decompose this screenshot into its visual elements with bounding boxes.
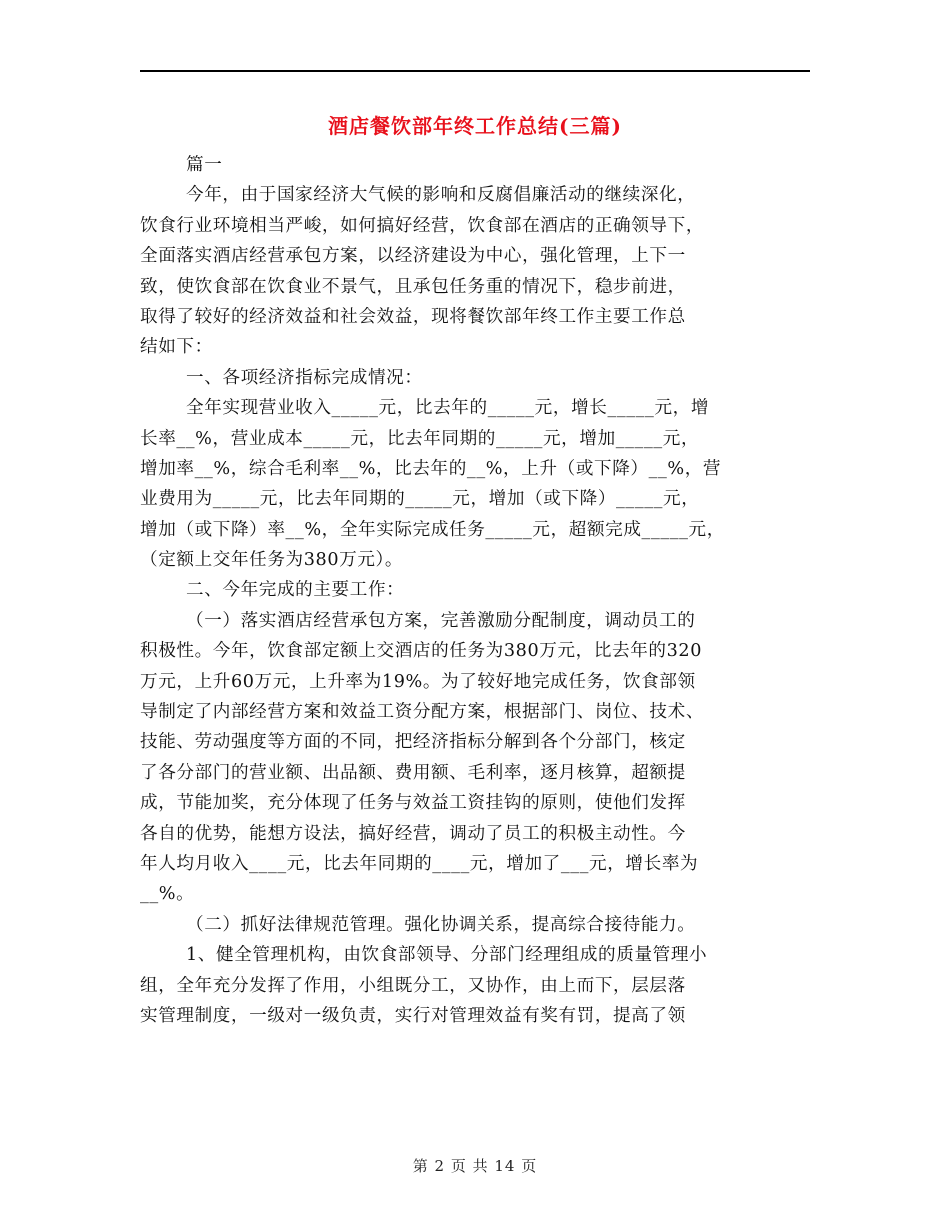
text-line: 二、今年完成的主要工作： xyxy=(186,580,405,601)
text-line: 1、健全管理机构，由饮食部领导、分部门经理组成的质量管理小 xyxy=(186,945,708,966)
text-line: 致，使饮食部在饮食业不景气，且承包任务重的情况下，稳步前进， xyxy=(140,276,686,297)
text-line: 导制定了内部经营方案和效益工资分配方案，根据部门、岗位、技术、 xyxy=(140,702,705,723)
header-rule xyxy=(140,70,810,72)
text-line: 取得了较好的经济效益和社会效益，现将餐饮部年终工作主要工作总 xyxy=(140,306,686,327)
text-line: __%。 xyxy=(140,884,195,905)
text-line: 全年实现营业收入_____元，比去年的_____元，增长_____元，增 xyxy=(186,398,710,419)
text-line: 今年，由于国家经济大气候的影响和反腐倡廉活动的继续深化， xyxy=(186,185,696,206)
text-line: （二）抓好法律规范管理。强化协调关系，提高综合接待能力。 xyxy=(186,914,696,935)
text-line: 一、各项经济指标完成情况： xyxy=(186,367,423,388)
document-body xyxy=(140,150,812,1031)
text-line: 饮食行业环境相当严峻，如何搞好经营，饮食部在酒店的正确领导下， xyxy=(140,215,705,236)
text-line: （定额上交年任务为380万元）。 xyxy=(140,550,404,571)
text-line: 结如下： xyxy=(140,337,213,358)
text-line: 了各分部门的营业额、出品额、费用额、毛利率，逐月核算，超额提 xyxy=(140,762,686,783)
text-line: 长率__%，营业成本_____元，比去年同期的_____元，增加_____元， xyxy=(140,428,700,449)
page-number-footer: 第 2 页 共 14 页 xyxy=(412,1157,538,1175)
text-line: 年人均月收入____元，比去年同期的____元，增加了___元，增长率为 xyxy=(140,853,699,874)
text-line: （一）落实酒店经营承包方案，完善激励分配制度，调动员工的 xyxy=(186,610,696,631)
text-line: 业费用为_____元，比去年同期的_____元，增加（或下降）_____元， xyxy=(140,489,700,510)
text-line: 万元，上升60万元，上升率为19%。为了较好地完成任务，饮食部领 xyxy=(140,671,696,692)
text-line: 技能、劳动强度等方面的不同，把经济指标分解到各个分部门，核定 xyxy=(140,732,686,753)
text-line: 增加（或下降）率__%，全年实际完成任务_____元，超额完成_____元， xyxy=(140,519,725,540)
text-line: 增加率__%，综合毛利率__%，比去年的__%，上升（或下降）__%，营 xyxy=(140,458,722,479)
text-line: 积极性。今年，饮食部定额上交酒店的任务为380万元，比去年的320 xyxy=(140,641,702,662)
text-line: 各自的优势，能想方设法，搞好经营，调动了员工的积极主动性。今 xyxy=(140,823,686,844)
text-line: 组，全年充分发挥了作用，小组既分工，又协作，由上而下，层层落 xyxy=(140,975,686,996)
text-line: 成，节能加奖，充分体现了任务与效益工资挂钩的原则，使他们发挥 xyxy=(140,793,686,814)
text-line: 实管理制度，一级对一级负责，实行对管理效益有奖有罚，提高了领 xyxy=(140,1005,686,1026)
text-line: 篇一 xyxy=(186,155,223,175)
text-line: 全面落实酒店经营承包方案，以经济建设为中心，强化管理，上下一 xyxy=(140,246,686,267)
document-title: 酒店餐饮部年终工作总结(三篇) xyxy=(328,114,622,138)
